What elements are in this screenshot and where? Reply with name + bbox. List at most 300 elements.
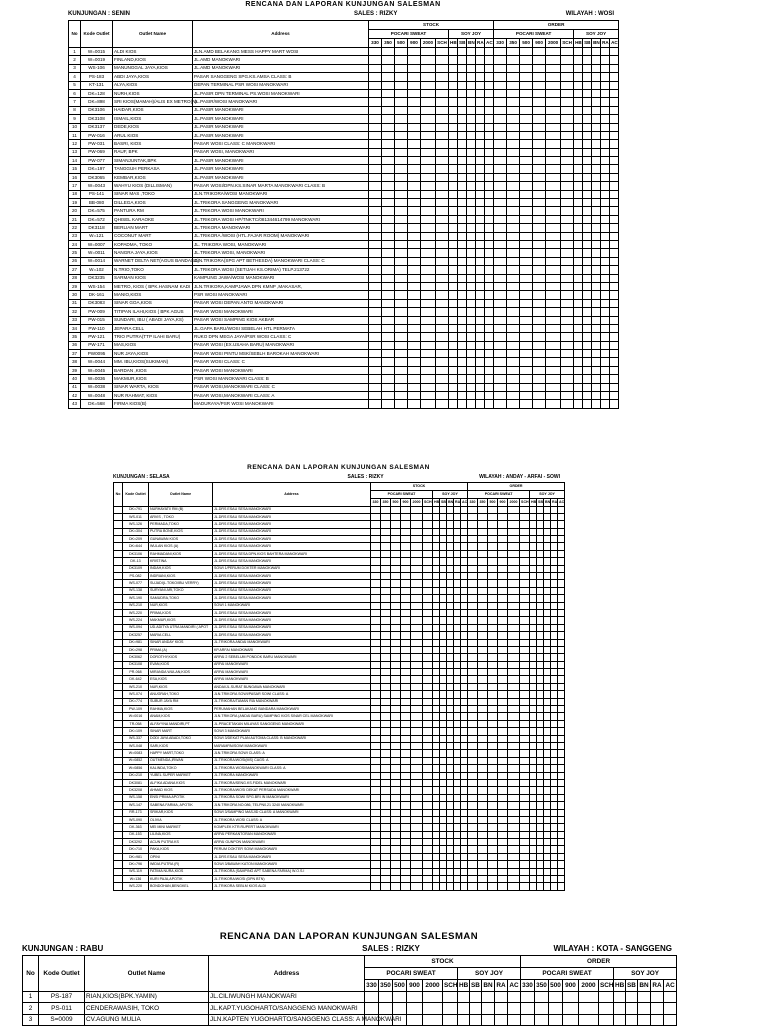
qty-cell[interactable] xyxy=(551,661,558,668)
qty-cell[interactable] xyxy=(507,299,520,307)
qty-cell[interactable] xyxy=(508,587,520,594)
qty-cell[interactable] xyxy=(601,165,610,173)
qty-cell[interactable] xyxy=(533,333,546,341)
qty-cell[interactable] xyxy=(391,521,401,528)
qty-cell[interactable] xyxy=(476,366,485,374)
qty-cell[interactable] xyxy=(467,207,476,215)
qty-cell[interactable] xyxy=(551,728,558,735)
qty-cell[interactable] xyxy=(371,846,381,853)
qty-cell[interactable] xyxy=(544,617,551,624)
qty-cell[interactable] xyxy=(440,824,447,831)
qty-cell[interactable] xyxy=(508,765,520,772)
qty-cell[interactable] xyxy=(423,698,433,705)
qty-cell[interactable] xyxy=(369,140,382,148)
qty-cell[interactable] xyxy=(391,669,401,676)
qty-cell[interactable] xyxy=(467,173,476,181)
qty-cell[interactable] xyxy=(574,165,583,173)
qty-cell[interactable] xyxy=(551,706,558,713)
qty-cell[interactable] xyxy=(369,232,382,240)
qty-cell[interactable] xyxy=(537,883,544,890)
qty-cell[interactable] xyxy=(381,558,391,565)
qty-cell[interactable] xyxy=(592,291,601,299)
qty-cell[interactable] xyxy=(592,266,601,274)
qty-cell[interactable] xyxy=(391,565,401,572)
qty-cell[interactable] xyxy=(454,861,461,868)
qty-cell[interactable] xyxy=(520,56,533,64)
qty-cell[interactable] xyxy=(401,757,411,764)
qty-cell[interactable] xyxy=(561,98,574,106)
qty-cell[interactable] xyxy=(369,98,382,106)
qty-cell[interactable] xyxy=(458,73,467,81)
qty-cell[interactable] xyxy=(520,115,533,123)
qty-cell[interactable] xyxy=(381,861,391,868)
qty-cell[interactable] xyxy=(371,883,381,890)
qty-cell[interactable] xyxy=(423,595,433,602)
qty-cell[interactable] xyxy=(544,787,551,794)
qty-cell[interactable] xyxy=(408,123,421,131)
qty-cell[interactable] xyxy=(610,157,619,165)
qty-cell[interactable] xyxy=(401,521,411,528)
qty-cell[interactable] xyxy=(478,528,488,535)
qty-cell[interactable] xyxy=(423,713,433,720)
qty-cell[interactable] xyxy=(371,521,381,528)
qty-cell[interactable] xyxy=(407,1014,423,1026)
qty-cell[interactable] xyxy=(395,98,408,106)
qty-cell[interactable] xyxy=(454,543,461,550)
qty-cell[interactable] xyxy=(614,1014,626,1026)
qty-cell[interactable] xyxy=(391,883,401,890)
qty-cell[interactable] xyxy=(574,400,583,408)
qty-cell[interactable] xyxy=(520,816,530,823)
qty-cell[interactable] xyxy=(449,392,458,400)
qty-cell[interactable] xyxy=(498,536,508,543)
qty-cell[interactable] xyxy=(508,654,520,661)
qty-cell[interactable] xyxy=(421,358,436,366)
qty-cell[interactable] xyxy=(433,757,440,764)
qty-cell[interactable] xyxy=(421,383,436,391)
qty-cell[interactable] xyxy=(561,182,574,190)
qty-cell[interactable] xyxy=(467,240,476,248)
qty-cell[interactable] xyxy=(494,282,507,290)
qty-cell[interactable] xyxy=(530,839,537,846)
qty-cell[interactable] xyxy=(467,98,476,106)
qty-cell[interactable] xyxy=(371,661,381,668)
qty-cell[interactable] xyxy=(530,595,537,602)
qty-cell[interactable] xyxy=(449,358,458,366)
qty-cell[interactable] xyxy=(454,757,461,764)
qty-cell[interactable] xyxy=(507,98,520,106)
qty-cell[interactable] xyxy=(440,624,447,631)
qty-cell[interactable] xyxy=(537,624,544,631)
qty-cell[interactable] xyxy=(449,98,458,106)
qty-cell[interactable] xyxy=(507,165,520,173)
qty-cell[interactable] xyxy=(592,308,601,316)
qty-cell[interactable] xyxy=(520,676,530,683)
qty-cell[interactable] xyxy=(436,392,449,400)
qty-cell[interactable] xyxy=(461,506,468,513)
qty-cell[interactable] xyxy=(537,587,544,594)
qty-cell[interactable] xyxy=(421,81,436,89)
qty-cell[interactable] xyxy=(544,824,551,831)
qty-cell[interactable] xyxy=(601,375,610,383)
qty-cell[interactable] xyxy=(381,720,391,727)
qty-cell[interactable] xyxy=(381,536,391,543)
qty-cell[interactable] xyxy=(507,333,520,341)
qty-cell[interactable] xyxy=(401,728,411,735)
qty-cell[interactable] xyxy=(610,240,619,248)
qty-cell[interactable] xyxy=(411,632,423,639)
qty-cell[interactable] xyxy=(454,868,461,875)
qty-cell[interactable] xyxy=(561,207,574,215)
qty-cell[interactable] xyxy=(458,232,467,240)
qty-cell[interactable] xyxy=(530,861,537,868)
qty-cell[interactable] xyxy=(436,282,449,290)
qty-cell[interactable] xyxy=(454,846,461,853)
qty-cell[interactable] xyxy=(546,73,561,81)
qty-cell[interactable] xyxy=(470,1003,482,1015)
qty-cell[interactable] xyxy=(544,558,551,565)
qty-cell[interactable] xyxy=(485,266,494,274)
qty-cell[interactable] xyxy=(537,646,544,653)
qty-cell[interactable] xyxy=(408,383,421,391)
qty-cell[interactable] xyxy=(433,802,440,809)
qty-cell[interactable] xyxy=(533,249,546,257)
qty-cell[interactable] xyxy=(408,165,421,173)
qty-cell[interactable] xyxy=(610,131,619,139)
qty-cell[interactable] xyxy=(537,876,544,883)
qty-cell[interactable] xyxy=(401,543,411,550)
qty-cell[interactable] xyxy=(408,249,421,257)
qty-cell[interactable] xyxy=(488,646,498,653)
qty-cell[interactable] xyxy=(449,106,458,114)
qty-cell[interactable] xyxy=(458,98,467,106)
qty-cell[interactable] xyxy=(382,131,395,139)
qty-cell[interactable] xyxy=(610,48,619,56)
qty-cell[interactable] xyxy=(436,316,449,324)
qty-cell[interactable] xyxy=(558,750,565,757)
qty-cell[interactable] xyxy=(508,809,520,816)
qty-cell[interactable] xyxy=(371,735,381,742)
qty-cell[interactable] xyxy=(520,291,533,299)
qty-cell[interactable] xyxy=(544,720,551,727)
qty-cell[interactable] xyxy=(401,831,411,838)
qty-cell[interactable] xyxy=(401,713,411,720)
qty-cell[interactable] xyxy=(544,565,551,572)
qty-cell[interactable] xyxy=(423,624,433,631)
qty-cell[interactable] xyxy=(583,274,592,282)
qty-cell[interactable] xyxy=(544,772,551,779)
qty-cell[interactable] xyxy=(461,794,468,801)
qty-cell[interactable] xyxy=(467,140,476,148)
qty-cell[interactable] xyxy=(476,157,485,165)
qty-cell[interactable] xyxy=(447,824,454,831)
qty-cell[interactable] xyxy=(507,316,520,324)
qty-cell[interactable] xyxy=(369,366,382,374)
qty-cell[interactable] xyxy=(551,654,558,661)
qty-cell[interactable] xyxy=(436,366,449,374)
qty-cell[interactable] xyxy=(381,632,391,639)
qty-cell[interactable] xyxy=(454,587,461,594)
qty-cell[interactable] xyxy=(381,639,391,646)
qty-cell[interactable] xyxy=(411,506,423,513)
qty-cell[interactable] xyxy=(458,190,467,198)
qty-cell[interactable] xyxy=(544,683,551,690)
qty-cell[interactable] xyxy=(454,661,461,668)
qty-cell[interactable] xyxy=(488,639,498,646)
qty-cell[interactable] xyxy=(485,131,494,139)
qty-cell[interactable] xyxy=(468,831,478,838)
qty-cell[interactable] xyxy=(530,757,537,764)
qty-cell[interactable] xyxy=(508,602,520,609)
qty-cell[interactable] xyxy=(558,669,565,676)
qty-cell[interactable] xyxy=(454,528,461,535)
qty-cell[interactable] xyxy=(458,56,467,64)
qty-cell[interactable] xyxy=(449,182,458,190)
qty-cell[interactable] xyxy=(537,676,544,683)
qty-cell[interactable] xyxy=(498,846,508,853)
qty-cell[interactable] xyxy=(381,550,391,557)
qty-cell[interactable] xyxy=(544,632,551,639)
qty-cell[interactable] xyxy=(381,839,391,846)
qty-cell[interactable] xyxy=(558,558,565,565)
qty-cell[interactable] xyxy=(574,224,583,232)
qty-cell[interactable] xyxy=(371,602,381,609)
qty-cell[interactable] xyxy=(579,1014,599,1026)
qty-cell[interactable] xyxy=(476,400,485,408)
qty-cell[interactable] xyxy=(381,676,391,683)
qty-cell[interactable] xyxy=(449,224,458,232)
qty-cell[interactable] xyxy=(436,182,449,190)
qty-cell[interactable] xyxy=(468,683,478,690)
qty-cell[interactable] xyxy=(468,728,478,735)
qty-cell[interactable] xyxy=(454,728,461,735)
qty-cell[interactable] xyxy=(488,558,498,565)
qty-cell[interactable] xyxy=(421,148,436,156)
qty-cell[interactable] xyxy=(421,115,436,123)
qty-cell[interactable] xyxy=(411,691,423,698)
qty-cell[interactable] xyxy=(449,291,458,299)
qty-cell[interactable] xyxy=(488,506,498,513)
qty-cell[interactable] xyxy=(478,661,488,668)
qty-cell[interactable] xyxy=(421,341,436,349)
qty-cell[interactable] xyxy=(507,215,520,223)
qty-cell[interactable] xyxy=(583,207,592,215)
qty-cell[interactable] xyxy=(454,839,461,846)
qty-cell[interactable] xyxy=(468,839,478,846)
qty-cell[interactable] xyxy=(436,240,449,248)
qty-cell[interactable] xyxy=(488,543,498,550)
qty-cell[interactable] xyxy=(520,182,533,190)
qty-cell[interactable] xyxy=(537,669,544,676)
qty-cell[interactable] xyxy=(382,341,395,349)
qty-cell[interactable] xyxy=(436,383,449,391)
qty-cell[interactable] xyxy=(507,308,520,316)
qty-cell[interactable] xyxy=(476,81,485,89)
qty-cell[interactable] xyxy=(449,240,458,248)
qty-cell[interactable] xyxy=(498,876,508,883)
qty-cell[interactable] xyxy=(520,794,530,801)
qty-cell[interactable] xyxy=(440,654,447,661)
qty-cell[interactable] xyxy=(391,506,401,513)
qty-cell[interactable] xyxy=(447,624,454,631)
qty-cell[interactable] xyxy=(401,558,411,565)
qty-cell[interactable] xyxy=(601,106,610,114)
qty-cell[interactable] xyxy=(561,48,574,56)
qty-cell[interactable] xyxy=(449,400,458,408)
qty-cell[interactable] xyxy=(411,595,423,602)
qty-cell[interactable] xyxy=(583,316,592,324)
qty-cell[interactable] xyxy=(408,316,421,324)
qty-cell[interactable] xyxy=(421,308,436,316)
qty-cell[interactable] xyxy=(520,392,533,400)
qty-cell[interactable] xyxy=(423,991,443,1003)
qty-cell[interactable] xyxy=(592,366,601,374)
qty-cell[interactable] xyxy=(537,595,544,602)
qty-cell[interactable] xyxy=(508,824,520,831)
qty-cell[interactable] xyxy=(369,73,382,81)
qty-cell[interactable] xyxy=(395,282,408,290)
qty-cell[interactable] xyxy=(371,772,381,779)
qty-cell[interactable] xyxy=(520,123,533,131)
qty-cell[interactable] xyxy=(537,528,544,535)
qty-cell[interactable] xyxy=(476,115,485,123)
qty-cell[interactable] xyxy=(461,802,468,809)
qty-cell[interactable] xyxy=(458,106,467,114)
qty-cell[interactable] xyxy=(601,98,610,106)
qty-cell[interactable] xyxy=(507,282,520,290)
qty-cell[interactable] xyxy=(508,565,520,572)
qty-cell[interactable] xyxy=(520,669,530,676)
qty-cell[interactable] xyxy=(530,624,537,631)
qty-cell[interactable] xyxy=(458,324,467,332)
qty-cell[interactable] xyxy=(507,182,520,190)
qty-cell[interactable] xyxy=(561,173,574,181)
qty-cell[interactable] xyxy=(467,64,476,72)
qty-cell[interactable] xyxy=(382,350,395,358)
qty-cell[interactable] xyxy=(395,333,408,341)
qty-cell[interactable] xyxy=(544,639,551,646)
qty-cell[interactable] xyxy=(610,182,619,190)
qty-cell[interactable] xyxy=(520,683,530,690)
qty-cell[interactable] xyxy=(583,157,592,165)
qty-cell[interactable] xyxy=(423,809,433,816)
qty-cell[interactable] xyxy=(395,366,408,374)
qty-cell[interactable] xyxy=(592,173,601,181)
qty-cell[interactable] xyxy=(520,165,533,173)
qty-cell[interactable] xyxy=(583,383,592,391)
qty-cell[interactable] xyxy=(601,324,610,332)
qty-cell[interactable] xyxy=(395,299,408,307)
qty-cell[interactable] xyxy=(488,587,498,594)
qty-cell[interactable] xyxy=(485,282,494,290)
qty-cell[interactable] xyxy=(485,249,494,257)
qty-cell[interactable] xyxy=(421,131,436,139)
qty-cell[interactable] xyxy=(488,720,498,727)
qty-cell[interactable] xyxy=(411,824,423,831)
qty-cell[interactable] xyxy=(508,573,520,580)
qty-cell[interactable] xyxy=(408,375,421,383)
qty-cell[interactable] xyxy=(395,274,408,282)
qty-cell[interactable] xyxy=(551,550,558,557)
qty-cell[interactable] xyxy=(421,282,436,290)
qty-cell[interactable] xyxy=(537,639,544,646)
qty-cell[interactable] xyxy=(433,706,440,713)
qty-cell[interactable] xyxy=(440,861,447,868)
qty-cell[interactable] xyxy=(546,232,561,240)
qty-cell[interactable] xyxy=(558,661,565,668)
qty-cell[interactable] xyxy=(369,274,382,282)
qty-cell[interactable] xyxy=(382,148,395,156)
qty-cell[interactable] xyxy=(440,802,447,809)
qty-cell[interactable] xyxy=(467,73,476,81)
qty-cell[interactable] xyxy=(440,728,447,735)
qty-cell[interactable] xyxy=(488,809,498,816)
qty-cell[interactable] xyxy=(433,794,440,801)
qty-cell[interactable] xyxy=(533,366,546,374)
qty-cell[interactable] xyxy=(382,266,395,274)
qty-cell[interactable] xyxy=(508,1014,521,1026)
qty-cell[interactable] xyxy=(507,123,520,131)
qty-cell[interactable] xyxy=(583,165,592,173)
qty-cell[interactable] xyxy=(485,81,494,89)
qty-cell[interactable] xyxy=(533,358,546,366)
qty-cell[interactable] xyxy=(574,123,583,131)
qty-cell[interactable] xyxy=(537,521,544,528)
qty-cell[interactable] xyxy=(433,632,440,639)
qty-cell[interactable] xyxy=(458,140,467,148)
qty-cell[interactable] xyxy=(488,676,498,683)
qty-cell[interactable] xyxy=(423,824,433,831)
qty-cell[interactable] xyxy=(458,123,467,131)
qty-cell[interactable] xyxy=(423,787,433,794)
qty-cell[interactable] xyxy=(520,824,530,831)
qty-cell[interactable] xyxy=(421,207,436,215)
qty-cell[interactable] xyxy=(461,521,468,528)
qty-cell[interactable] xyxy=(411,543,423,550)
qty-cell[interactable] xyxy=(447,691,454,698)
qty-cell[interactable] xyxy=(371,543,381,550)
qty-cell[interactable] xyxy=(369,299,382,307)
qty-cell[interactable] xyxy=(537,573,544,580)
qty-cell[interactable] xyxy=(592,131,601,139)
qty-cell[interactable] xyxy=(411,876,423,883)
qty-cell[interactable] xyxy=(561,392,574,400)
qty-cell[interactable] xyxy=(592,240,601,248)
qty-cell[interactable] xyxy=(521,1014,535,1026)
qty-cell[interactable] xyxy=(468,676,478,683)
qty-cell[interactable] xyxy=(544,595,551,602)
qty-cell[interactable] xyxy=(533,240,546,248)
qty-cell[interactable] xyxy=(401,816,411,823)
qty-cell[interactable] xyxy=(478,595,488,602)
qty-cell[interactable] xyxy=(369,199,382,207)
qty-cell[interactable] xyxy=(458,366,467,374)
qty-cell[interactable] xyxy=(537,683,544,690)
qty-cell[interactable] xyxy=(461,883,468,890)
qty-cell[interactable] xyxy=(468,513,478,520)
qty-cell[interactable] xyxy=(382,224,395,232)
qty-cell[interactable] xyxy=(421,106,436,114)
qty-cell[interactable] xyxy=(411,528,423,535)
qty-cell[interactable] xyxy=(520,316,533,324)
qty-cell[interactable] xyxy=(533,89,546,97)
qty-cell[interactable] xyxy=(488,735,498,742)
qty-cell[interactable] xyxy=(421,257,436,265)
qty-cell[interactable] xyxy=(381,543,391,550)
qty-cell[interactable] xyxy=(561,89,574,97)
qty-cell[interactable] xyxy=(592,341,601,349)
qty-cell[interactable] xyxy=(610,274,619,282)
